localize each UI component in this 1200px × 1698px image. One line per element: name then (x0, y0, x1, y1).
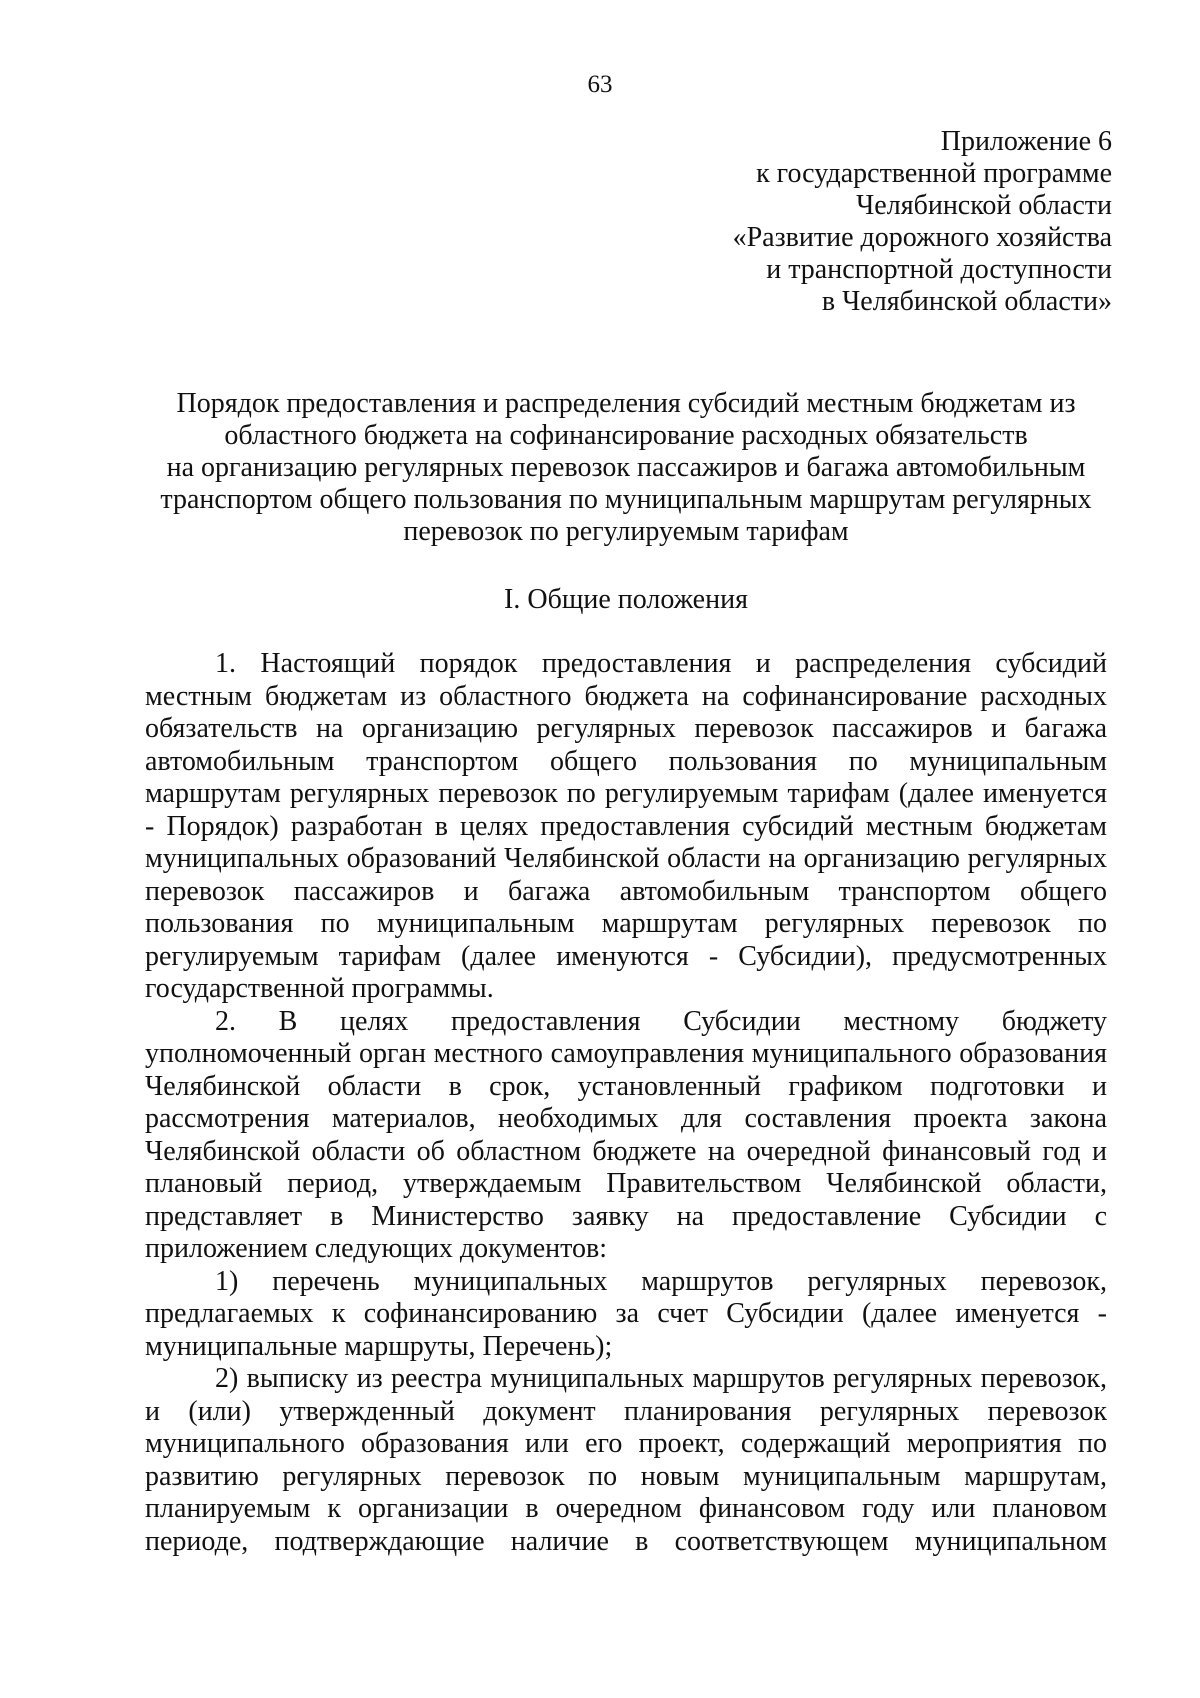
paragraph-line: перевозок пассажиров и багажа автомобильным транспортом общего (145, 875, 1107, 907)
paragraph-line: Челябинской области в срок, установленный графиком подготовки и (145, 1070, 1107, 1102)
paragraph-line: обязательств на организацию регулярных перевозок пассажиров и багажа (145, 713, 1107, 744)
paragraph-line: 1. Настоящий порядок предоставления и распределения субсидий (215, 648, 1107, 679)
paragraph-line: планируемым к организации в очередном финансовом году или плановом (145, 1493, 1107, 1524)
paragraph-line: и (или) утвержденный документ планирования регулярных перевозок (145, 1395, 1107, 1427)
appendix-line: и транспортной доступности (766, 254, 1112, 285)
paragraph-line: местным бюджетам из областного бюджета на софинансирование расходных (145, 680, 1107, 712)
title-line: Порядок предоставления и распределения субсидий местным бюджетам из (176, 388, 1076, 419)
document-title (145, 388, 1107, 548)
title-line: областного бюджета на софинансирование расходных обязательств (224, 420, 1028, 451)
appendix-header (552, 126, 1112, 318)
paragraph-line: - Порядок) разработан в целях предоставления субсидий местным бюджетам (145, 810, 1107, 842)
paragraph-line: периоде, подтверждающие наличие в соответствующем муниципальном (145, 1525, 1107, 1557)
paragraph-line: муниципального образования или его проект, содержащий мероприятия по (145, 1428, 1107, 1459)
appendix-line: Челябинской области (856, 190, 1112, 221)
paragraph-line: 1) перечень муниципальных маршрутов регулярных перевозок, (215, 1265, 1107, 1297)
title-line: транспортом общего пользования по муниципальным маршрутам регулярных (160, 484, 1092, 515)
paragraph-line: муниципальные маршруты, Перечень); (145, 1330, 613, 1362)
paragraph-line: рассмотрения материалов, необходимых для составления проекта закона (145, 1103, 1107, 1134)
title-line: на организацию регулярных перевозок пассажиров и багажа автомобильным (166, 452, 1086, 483)
paragraph-line: регулируемым тарифам (далее именуются - Субсидии), предусмотренных (145, 940, 1107, 972)
paragraph-line: представляет в Министерство заявку на предоставление Субсидии с (145, 1200, 1107, 1232)
paragraph (145, 1266, 1107, 1364)
body-text (145, 648, 1107, 1558)
paragraph-line: приложением следующих документов: (145, 1233, 608, 1264)
paragraph (145, 1363, 1107, 1558)
title-line: перевозок по регулируемым тарифам (403, 516, 849, 547)
paragraph-line: 2) выписку из реестра муниципальных маршрутов регулярных перевозок, (215, 1363, 1107, 1394)
paragraph-line: плановый период, утверждаемым Правительством Челябинской области, (145, 1168, 1107, 1199)
paragraph-line: маршрутам регулярных перевозок по регулируемым тарифам (далее именуется (145, 778, 1107, 809)
paragraph (145, 648, 1107, 1006)
paragraph-line: развитию регулярных перевозок по новым муниципальным маршрутам, (145, 1460, 1107, 1492)
appendix-line: к государственной программе (756, 158, 1112, 189)
paragraph-line: муниципальных образований Челябинской области на организацию регулярных (145, 843, 1107, 874)
paragraph (145, 1006, 1107, 1266)
appendix-line: «Развитие дорожного хозяйства (732, 222, 1112, 253)
appendix-line: Приложение 6 (940, 126, 1112, 157)
paragraph-line: предлагаемых к софинансированию за счет Субсидии (далее именуется - (145, 1298, 1107, 1329)
page-number: 63 (587, 71, 613, 98)
appendix-line: в Челябинской области» (821, 286, 1112, 317)
paragraph-line: уполномоченный орган местного самоуправления муниципального образования (145, 1038, 1107, 1069)
section-heading: I. Общие положения (504, 584, 748, 615)
paragraph-line: 2. В целях предоставления Субсидии местному бюджету (215, 1005, 1107, 1037)
paragraph-line: Челябинской области об областном бюджете на очередной финансовый год и (145, 1135, 1107, 1167)
paragraph-line: пользования по муниципальным маршрутам регулярных перевозок по (145, 908, 1107, 939)
paragraph-line: автомобильным транспортом общего пользования по муниципальным (145, 745, 1107, 777)
paragraph-line: государственной программы. (145, 973, 494, 1004)
